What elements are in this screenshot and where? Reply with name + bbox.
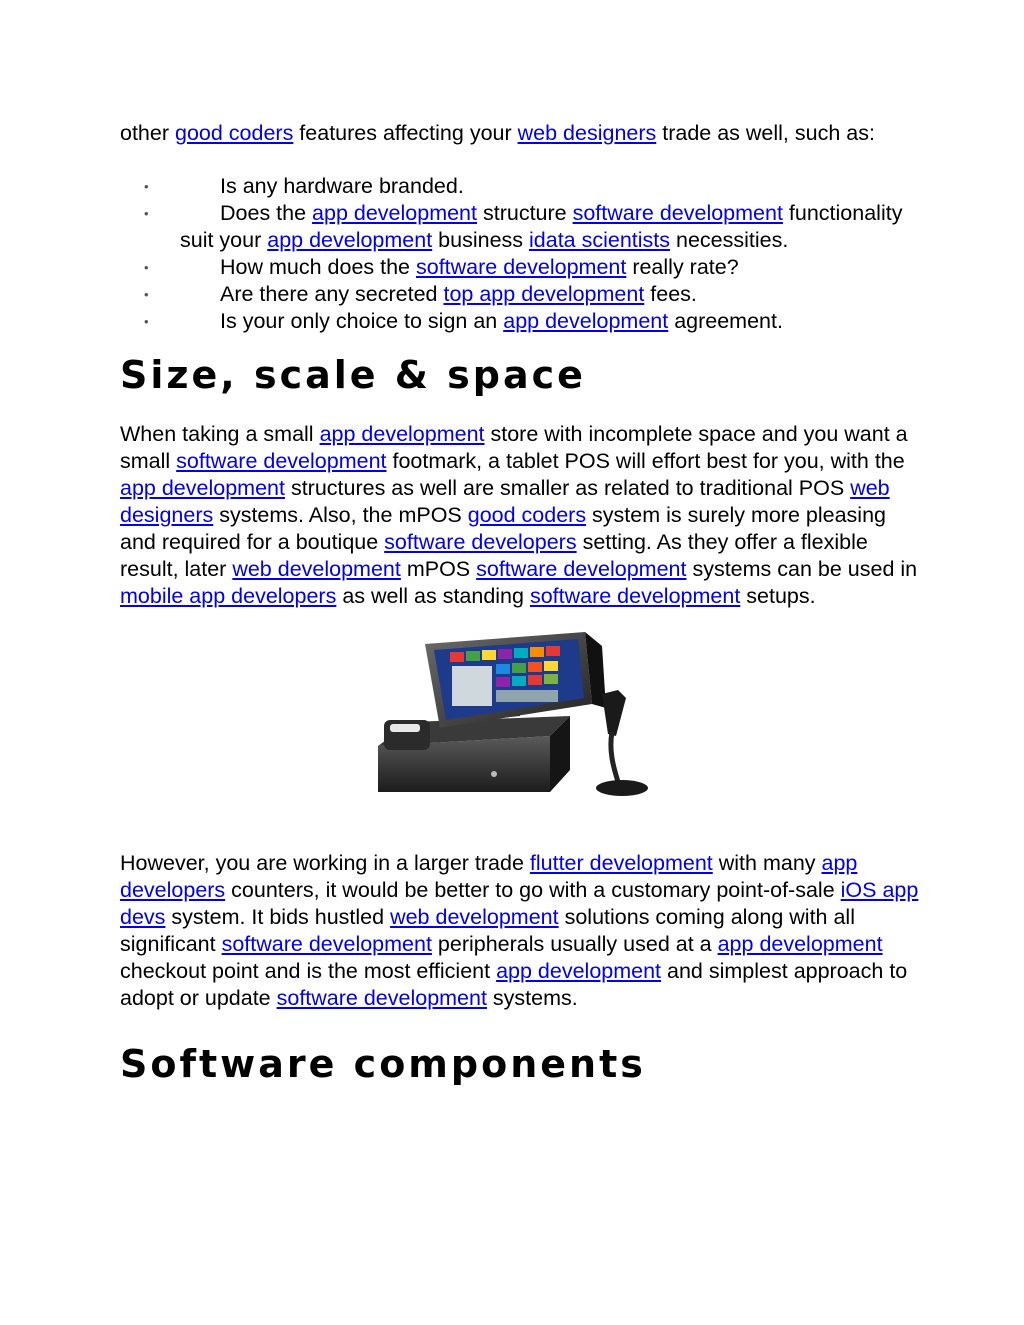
text: systems can be used in xyxy=(686,557,918,581)
link-software-development[interactable]: software development xyxy=(476,557,687,581)
text: peripherals usually used at a xyxy=(431,932,718,956)
section-heading-size-scale-space: Size, scale & space xyxy=(120,353,586,397)
text: footmark, a tablet POS will effort best for you, with the xyxy=(386,449,905,473)
link-app-development[interactable]: app development xyxy=(267,228,433,252)
link-software-development[interactable]: software development xyxy=(176,449,387,473)
link-data-scientists[interactable]: idata scientists xyxy=(529,228,671,252)
text: Is any hardware branded. xyxy=(220,174,464,198)
link-software-development[interactable]: software development xyxy=(416,255,627,279)
link-good-coders[interactable]: good coders xyxy=(174,121,294,145)
text: and simplest approach to adopt or update xyxy=(120,959,908,1010)
size-paragraph xyxy=(120,421,920,610)
link-software-development[interactable]: software development xyxy=(221,932,432,956)
text: trade as well, such as: xyxy=(656,121,875,145)
scanner-cable xyxy=(611,732,618,782)
section-heading-software-components: Software components xyxy=(120,1042,646,1086)
drawer-lock xyxy=(491,771,497,777)
link-app-development[interactable]: app development xyxy=(503,309,669,333)
link-app-developers[interactable]: app developers xyxy=(120,851,858,902)
link-top-app-development[interactable]: top app development xyxy=(443,282,645,306)
text: business xyxy=(432,228,530,252)
link-web-designers[interactable]: web designers xyxy=(120,476,890,527)
barcode-scanner xyxy=(602,690,626,736)
intro-paragraph xyxy=(120,120,920,147)
list-item xyxy=(180,281,920,308)
text: checkout point and is the most efficient xyxy=(120,959,497,983)
link-web-designers[interactable]: web designers xyxy=(517,121,657,145)
text: other xyxy=(120,121,175,145)
link-app-development[interactable]: app development xyxy=(717,932,883,956)
text: systems. xyxy=(486,986,578,1010)
text: functionality suit your xyxy=(180,201,903,252)
list-item xyxy=(180,254,920,281)
text: structure xyxy=(477,201,573,225)
link-app-development[interactable]: app development xyxy=(496,959,662,983)
text: system is surely more pleasing and required for a boutique xyxy=(120,503,886,554)
list-item xyxy=(180,308,920,335)
link-good-coders[interactable]: good coders xyxy=(467,503,587,527)
text: solutions coming along with all significant xyxy=(120,905,855,956)
text: setups. xyxy=(740,584,816,608)
text: Does the xyxy=(220,201,313,225)
link-mobile-app-developers[interactable]: mobile app developers xyxy=(120,584,337,608)
text: store with incomplete space and you want a small xyxy=(120,422,908,473)
link-web-development[interactable]: web development xyxy=(232,557,401,581)
larger-trade-paragraph xyxy=(120,850,920,1012)
text: as well as standing xyxy=(336,584,530,608)
link-app-development[interactable]: app development xyxy=(319,422,485,446)
text: When taking a small xyxy=(120,422,320,446)
text: setting. As they offer a flexible result, later xyxy=(120,530,868,581)
question-list xyxy=(120,173,920,335)
text: However, you are working in a larger trade xyxy=(120,851,530,875)
link-software-development[interactable]: software development xyxy=(276,986,487,1010)
pos-terminal-illustration xyxy=(370,624,650,804)
text: fees. xyxy=(644,282,697,306)
text: Are there any secreted xyxy=(220,282,444,306)
document-page xyxy=(120,120,920,1088)
text: system. It bids hustled xyxy=(165,905,391,929)
text: features affecting your xyxy=(293,121,518,145)
list-item xyxy=(180,200,920,254)
link-app-development[interactable]: app development xyxy=(120,476,285,500)
list-item xyxy=(180,173,920,200)
link-ios-app-devs[interactable]: iOS app devs xyxy=(120,878,919,929)
text: agreement. xyxy=(668,309,783,333)
text: necessities. xyxy=(670,228,789,252)
pos-terminal-image xyxy=(120,624,920,836)
scanner-base xyxy=(596,780,648,796)
link-app-development[interactable]: app development xyxy=(312,201,477,225)
link-flutter-development[interactable]: flutter development xyxy=(529,851,713,875)
text: mPOS xyxy=(400,557,477,581)
text: really rate? xyxy=(626,255,739,279)
text: Is your only choice to sign an xyxy=(220,309,504,333)
text: How much does the xyxy=(220,255,416,279)
link-software-developers[interactable]: software developers xyxy=(384,530,577,554)
receipt-paper xyxy=(390,724,420,732)
text: with many xyxy=(712,851,822,875)
link-software-development[interactable]: software development xyxy=(529,584,741,608)
link-software-development[interactable]: software development xyxy=(572,201,783,225)
text: structures as well are smaller as related to traditional POS xyxy=(284,476,851,500)
text: counters, it would be better to go with a customary point-of-sale xyxy=(225,878,841,902)
link-web-development[interactable]: web development xyxy=(390,905,559,929)
text: systems. Also, the mPOS xyxy=(213,503,468,527)
